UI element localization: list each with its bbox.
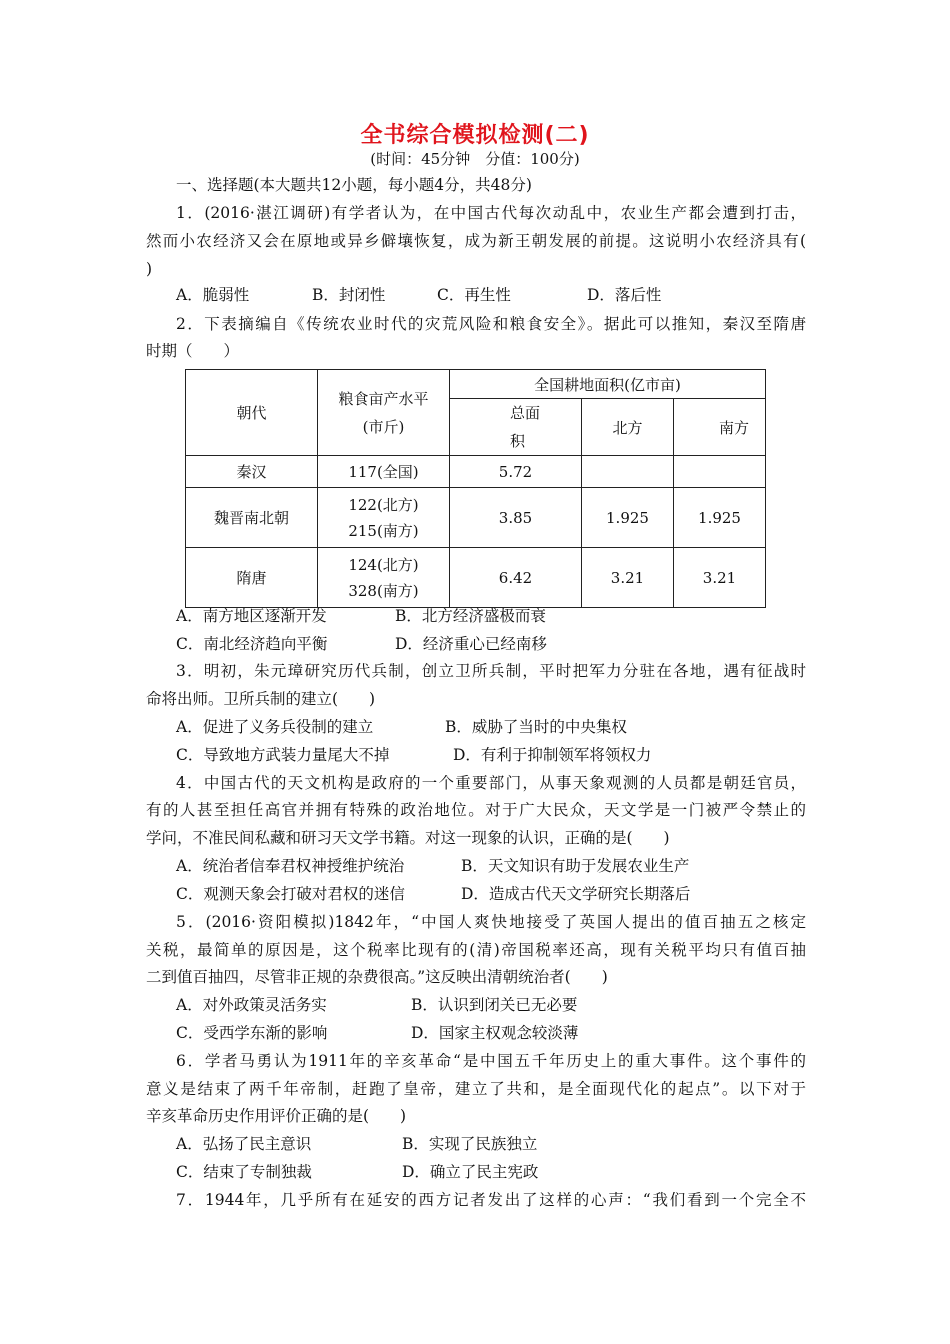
table-row <box>186 456 766 488</box>
q3-option-a: A．促进了义务兵役制的建立 <box>176 718 374 736</box>
q6-option-d: D．确立了民主宪政 <box>402 1163 539 1181</box>
header-total-line-1: 总面 <box>510 404 541 422</box>
q5-option-d: D．国家主权观念较淡薄 <box>411 1024 579 1042</box>
q6-option-b: B．实现了民族独立 <box>402 1135 538 1153</box>
q5-line-2: 关税，最简单的原因是，这个税率比现有的(清)帝国税率还高，现有关税平均只有值百抽 <box>146 941 806 959</box>
q6-line-3: 辛亥革命历史作用评价正确的是( ) <box>146 1107 407 1125</box>
q3-option-c: C．导致地方武装力量尾大不掉 <box>176 746 390 764</box>
q6-line-1: 6．学者马勇认为1911年的辛亥革命“是中国五千年历史上的重大事件。这个事件的 <box>176 1052 806 1070</box>
q2-line-1: 2．下表摘编自《传统农业时代的灾荒风险和粮食安全》。据此可以推知，秦汉至隋唐 <box>176 315 806 333</box>
q1-line-3: ) <box>146 260 153 278</box>
q3-option-b: B．威胁了当时的中央集权 <box>445 718 627 736</box>
q6-option-c: C．结束了专制独裁 <box>176 1163 312 1181</box>
q1-line-2: 然而小农经济又会在原地或异乡僻壤恢复，成为新王朝发展的前提。这说明小农经济具有( <box>146 232 806 250</box>
header-yield <box>318 370 450 456</box>
header-area: 全国耕地面积(亿市亩) <box>450 370 766 399</box>
cell-yield-north: 124(北方) <box>348 555 419 574</box>
q2-option-c: C．南北经济趋向平衡 <box>176 635 328 653</box>
q7-line-1: 7．1944年，几乎所有在延安的西方记者发出了这样的心声：“我们看到一个完全不 <box>176 1191 806 1209</box>
cell-yield <box>318 548 450 608</box>
exam-time-score: (时间：45分钟 分值：100分) <box>370 150 580 168</box>
cell-yield <box>318 488 450 548</box>
q4-option-c: C．观测天象会打破对君权的迷信 <box>176 885 405 903</box>
cell-yield-north: 122(北方) <box>348 495 419 514</box>
q6-option-a: A．弘扬了民主意识 <box>176 1135 312 1153</box>
page-title: 全书综合模拟检测(二) <box>360 123 590 148</box>
cell-total: 6.42 <box>450 548 582 608</box>
q5-option-b: B．认识到闭关已无必要 <box>411 996 578 1014</box>
header-total-line-2: 积 <box>510 432 526 450</box>
header-dynasty: 朝代 <box>186 370 318 456</box>
q2-option-b: B．北方经济盛极而衰 <box>395 607 546 625</box>
q4-line-2: 有的人甚至担任高官并拥有特殊的政治地位。对于广大民众，天文学是一门被严令禁止的 <box>146 801 806 819</box>
cell-dynasty: 魏晋南北朝 <box>186 488 318 548</box>
q3-option-d: D．有利于抑制领军将领权力 <box>453 746 652 764</box>
q3-line-1: 3．明初，朱元璋研究历代兵制，创立卫所兵制，平时把军力分驻在各地，遇有征战时 <box>176 662 806 680</box>
cell-south <box>674 456 766 488</box>
q2-option-d: D．经济重心已经南移 <box>395 635 547 653</box>
section-heading: 一、选择题(本大题共12小题，每小题4分，共48分) <box>176 176 532 194</box>
cell-north <box>582 456 674 488</box>
q5-option-c: C．受西学东渐的影响 <box>176 1024 328 1042</box>
q5-option-a: A．对外政策灵活务实 <box>176 996 327 1014</box>
cell-yield-south: 215(南方) <box>348 521 419 540</box>
cell-north: 1.925 <box>582 488 674 548</box>
q4-line-1: 4．中国古代的天文机构是政府的一个重要部门，从事天象观测的人员都是朝廷官员， <box>176 774 806 792</box>
cell-dynasty: 隋唐 <box>186 548 318 608</box>
cell-total: 5.72 <box>450 456 582 488</box>
q5-line-1: 5．(2016·资阳模拟)1842年，“中国人爽快地接受了英国人提出的值百抽五之核定 <box>176 913 806 931</box>
cell-north: 3.21 <box>582 548 674 608</box>
header-north: 北方 <box>582 399 674 456</box>
cell-south: 3.21 <box>674 548 766 608</box>
q4-line-3: 学问，不准民间私藏和研习天文学书籍。对这一现象的认识，正确的是( ) <box>146 829 670 847</box>
cell-south: 1.925 <box>674 488 766 548</box>
cell-yield-south: 328(南方) <box>348 581 419 600</box>
q2-line-2: 时期（ ） <box>146 342 240 360</box>
table-row <box>186 548 766 608</box>
q1-option-d: D．落后性 <box>587 286 662 304</box>
q1-option-c: C．再生性 <box>437 286 511 304</box>
q1-option-b: B．封闭性 <box>312 286 386 304</box>
q2-option-a: A．南方地区逐渐开发 <box>176 607 327 625</box>
q4-option-d: D．造成古代天文学研究长期落后 <box>461 885 691 903</box>
q3-line-2: 命将出师。卫所兵制的建立( ) <box>146 690 376 708</box>
q4-option-b: B．天文知识有助于发展农业生产 <box>461 857 690 875</box>
grain-farmland-table <box>185 369 766 608</box>
q4-option-a: A．统治者信奉君权神授维护统治 <box>176 857 405 875</box>
header-south: 南方 <box>674 399 766 456</box>
q5-line-3: 二到值百抽四，尽管非正规的杂费很高。”这反映出清朝统治者( ) <box>146 968 608 986</box>
header-yield-line-2: (市斤) <box>362 417 405 436</box>
q6-line-2: 意义是结束了两千年帝制，赶跑了皇帝，建立了共和，是全面现代化的起点”。以下对于 <box>146 1080 806 1098</box>
cell-dynasty: 秦汉 <box>186 456 318 488</box>
q1-line-1: 1．(2016·湛江调研)有学者认为，在中国古代每次动乱中，农业生产都会遭到打击， <box>176 204 806 222</box>
header-yield-line-1: 粮食亩产水平 <box>338 389 429 408</box>
table-row <box>186 488 766 548</box>
cell-yield: 117(全国) <box>318 456 450 488</box>
header-total-area <box>450 399 582 456</box>
cell-total: 3.85 <box>450 488 582 548</box>
q1-option-a: A．脆弱性 <box>176 286 250 304</box>
